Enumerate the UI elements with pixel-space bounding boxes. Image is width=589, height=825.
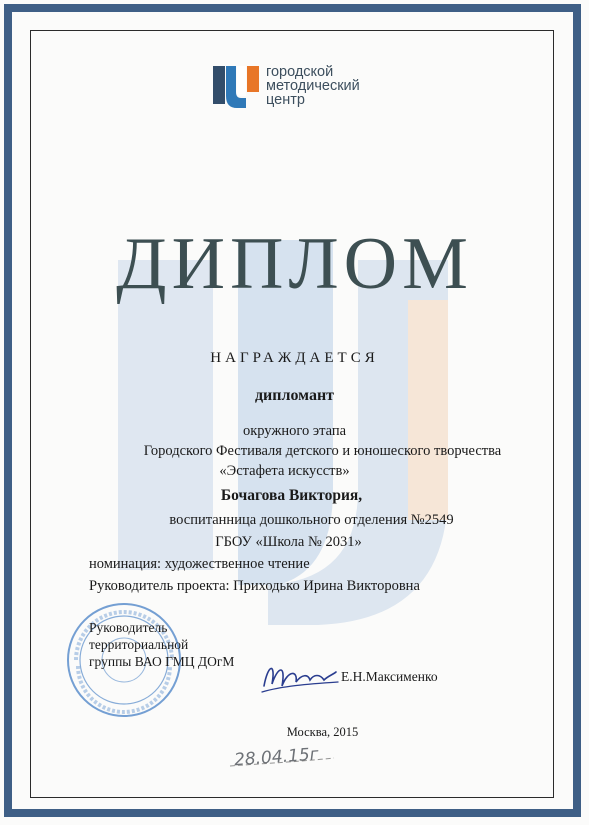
project-lead-text: Руководитель проекта: Приходько Ирина Викторовна — [89, 578, 420, 594]
logo-text-line-1: городской — [266, 64, 334, 80]
gmc-logo — [213, 62, 383, 114]
festival-text: Городского Фестиваля детского и юношеского творчества — [143, 443, 502, 459]
svg-text:28.04.15г: 28.04.15г — [233, 744, 320, 771]
logo-text-line-3: центр — [266, 92, 305, 108]
signatory-title-line-1: Руководитель — [89, 620, 168, 635]
recipient-description: воспитанница дошкольного отделения №2549 — [169, 512, 454, 528]
award-rank: дипломант — [254, 387, 335, 404]
diploma-title: ДИПЛОМ — [116, 223, 473, 305]
logo-text-line-2: методический — [266, 78, 360, 94]
handwritten-date — [226, 742, 338, 772]
signature — [258, 656, 340, 700]
place-year: Москва, 2015 — [286, 725, 359, 739]
recipient-name: Бочагова Виктория, — [220, 487, 363, 504]
signatory-title-line-2: территориальной — [89, 637, 189, 652]
signatory-title-line-3: группы ВАО ГМЦ ДОгМ — [89, 654, 235, 669]
festival-name: «Эстафета искусств» — [219, 463, 350, 479]
nomination-text: номинация: художественное чтение — [89, 556, 310, 572]
logo-text — [266, 65, 360, 107]
awarded-heading: НАГРАЖДАЕТСЯ — [210, 350, 379, 366]
stage-text: окружного этапа — [242, 423, 347, 439]
gmc-logo-mark-icon — [213, 62, 259, 108]
school-name: ГБОУ «Школа № 2031» — [215, 534, 362, 550]
signatory-name: Е.Н.Максименко — [341, 669, 438, 684]
